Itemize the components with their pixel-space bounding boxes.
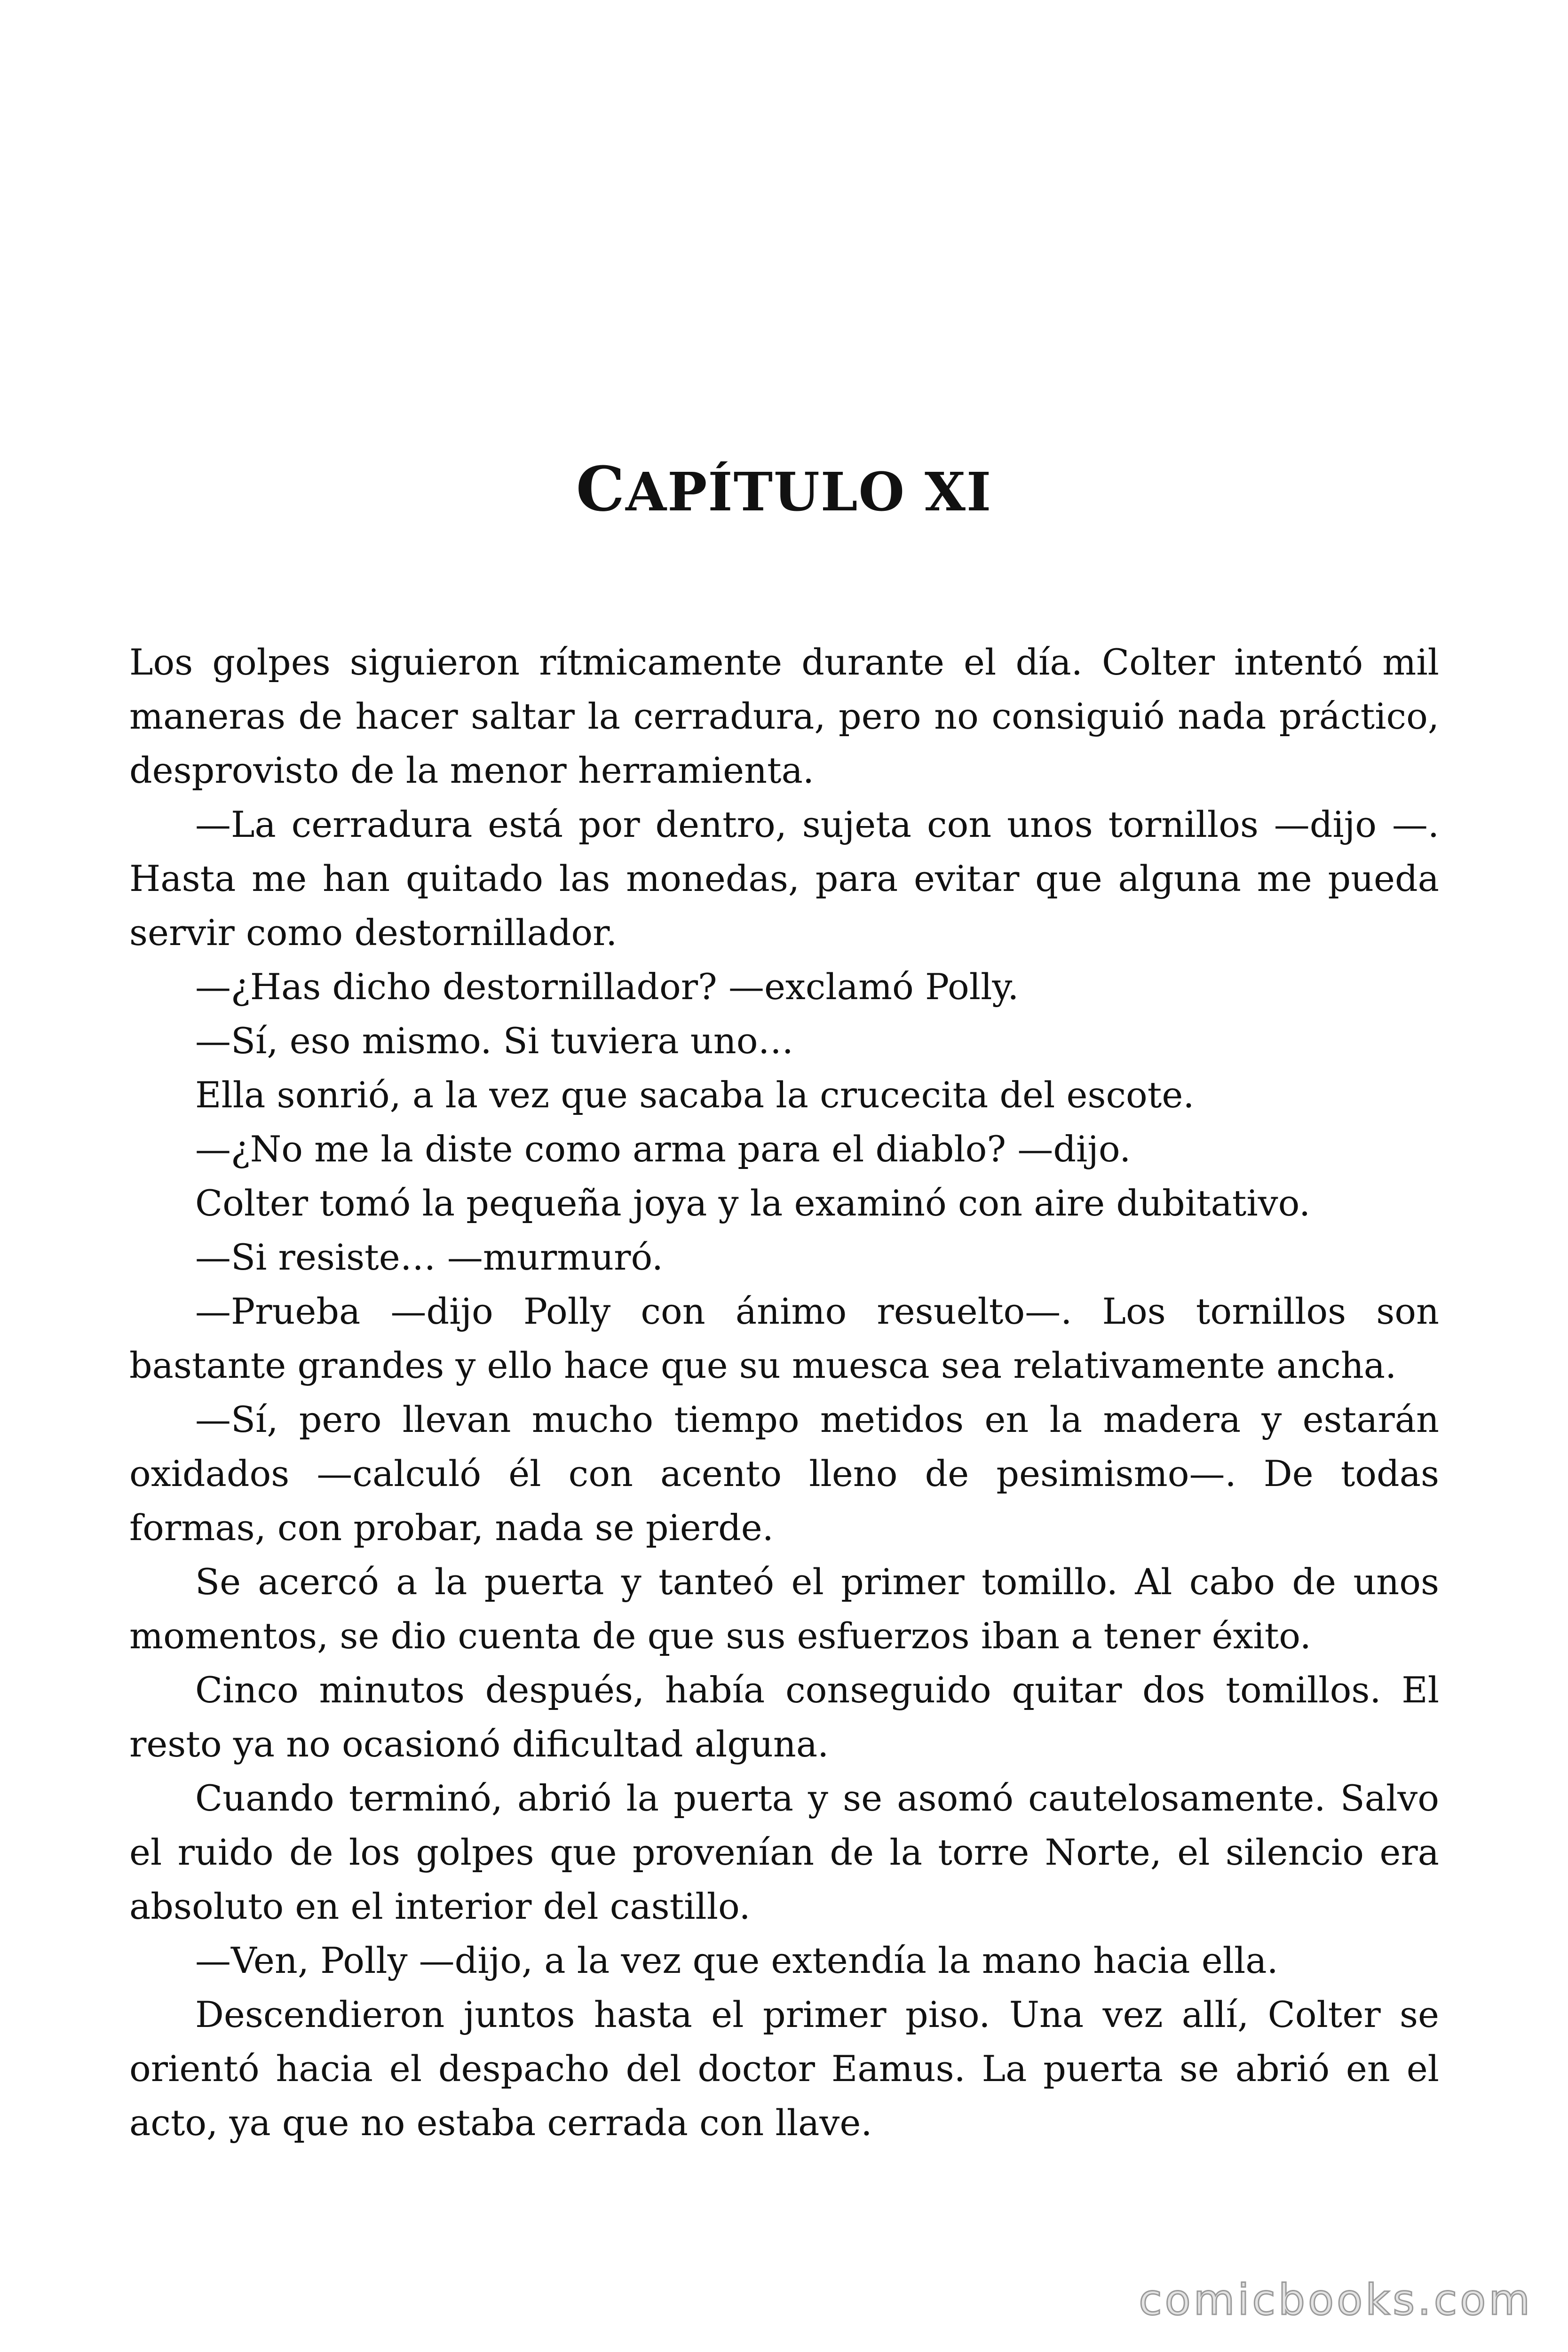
paragraph: —Sí, eso mismo. Si tuviera uno… bbox=[195, 1020, 794, 1062]
paragraph: Colter tomó la pequeña joya y la examinó con aire dubitativo. bbox=[195, 1182, 1311, 1224]
paragraph: Ella sonrió, a la vez que sacaba la crucecita del escote. bbox=[195, 1074, 1195, 1116]
watermark: comicbooks.com bbox=[1139, 2275, 1533, 2325]
paragraph: Cinco minutos después, había conseguido quitar dos tomillos. El resto ya no ocasionó dificultad alguna. bbox=[129, 1669, 1439, 1765]
chapter-body bbox=[129, 635, 1439, 2150]
paragraph: Los golpes siguieron rítmicamente durante el día. Colter intentó mil maneras de hacer saltar la cerradura, pero no consiguió nada práctico, desprovisto de la menor herramienta. bbox=[129, 641, 1439, 791]
chapter-title-initial: C bbox=[576, 453, 626, 525]
paragraph: Se acercó a la puerta y tanteó el primer tomillo. Al cabo de unos momentos, se dio cuenta de que sus esfuerzos iban a tener éxito. bbox=[129, 1561, 1439, 1657]
paragraph: Cuando terminó, abrió la puerta y se asomó cautelosamente. Salvo el ruido de los golpes que provenían de la torre Norte, el silencio era absoluto en el interior del castillo. bbox=[129, 1777, 1439, 1927]
paragraph: —Sí, pero llevan mucho tiempo metidos en la madera y estarán oxidados —calculó él con acento lleno de pesimismo—. De todas formas, con probar, nada se pierde. bbox=[129, 1398, 1439, 1549]
chapter-title bbox=[0, 454, 1568, 528]
paragraph: —La cerradura está por dentro, sujeta con unos tornillos —dijo —. Hasta me han quitado las monedas, para evitar que alguna me pueda servir como destornillador. bbox=[129, 803, 1439, 954]
paragraph: Descendieron juntos hasta el primer piso. Una vez allí, Colter se orientó hacia el despacho del doctor Eamus. La puerta se abrió en el acto, ya que no estaba cerrada con llave. bbox=[129, 1994, 1439, 2144]
chapter-title-rest: APÍTULO XI bbox=[626, 461, 992, 523]
paragraph: —Prueba —dijo Polly con ánimo resuelto—. Los tornillos son bastante grandes y ello hace que su muesca sea relativamente ancha. bbox=[129, 1290, 1439, 1386]
paragraph: —Ven, Polly —dijo, a la vez que extendía la mano hacia ella. bbox=[195, 1939, 1278, 1981]
paragraph: —¿Has dicho destornillador? —exclamó Polly. bbox=[195, 966, 1019, 1008]
paragraph: —Si resiste… —murmuró. bbox=[195, 1236, 664, 1278]
paragraph: —¿No me la diste como arma para el diablo? —dijo. bbox=[195, 1128, 1131, 1170]
